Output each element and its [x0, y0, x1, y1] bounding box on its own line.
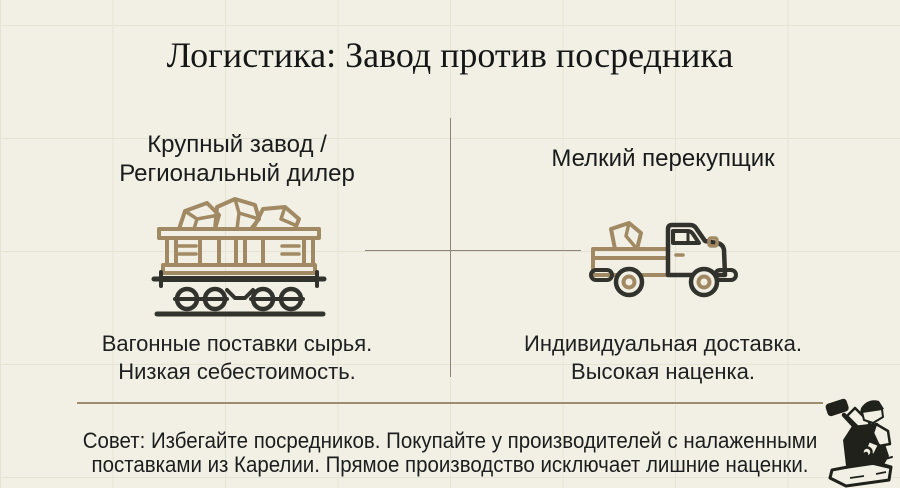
left-caption-line2: Низкая себестоимость.	[118, 359, 356, 384]
freight-wagon-icon	[151, 195, 329, 319]
left-column-header-line1: Крупный завод /	[147, 131, 327, 158]
right-caption-line2: Высокая наценка.	[571, 359, 755, 384]
left-caption-line1: Вагонные поставки сырья.	[101, 331, 373, 356]
left-column-header-line2: Региональный дилер	[119, 160, 355, 187]
right-column-header-line1: Мелкий перекупщик	[551, 145, 775, 172]
right-caption-line1: Индивидуальная доставка.	[524, 331, 802, 356]
pickup-truck-icon	[589, 219, 739, 301]
left-caption	[57, 330, 417, 386]
tip-line1: Совет: Избегайте посредников. Покупайте у производителей с налаженными	[82, 428, 818, 453]
wagon-chassis	[154, 272, 324, 314]
stonemason-figure	[825, 398, 892, 486]
bottom-separator-rule	[77, 402, 823, 404]
page-title: Логистика: Завод против посредника	[166, 35, 734, 75]
right-caption	[483, 330, 843, 386]
wagon-body	[159, 199, 319, 273]
right-column-header	[483, 144, 843, 173]
tip-text	[0, 429, 900, 476]
left-column-header	[57, 130, 417, 188]
vertical-divider	[450, 118, 451, 377]
stonemason-icon	[816, 396, 898, 488]
horizontal-divider	[365, 250, 581, 251]
tip-line2: поставками из Карелии. Прямое производство исключает лишние наценки.	[91, 451, 809, 477]
